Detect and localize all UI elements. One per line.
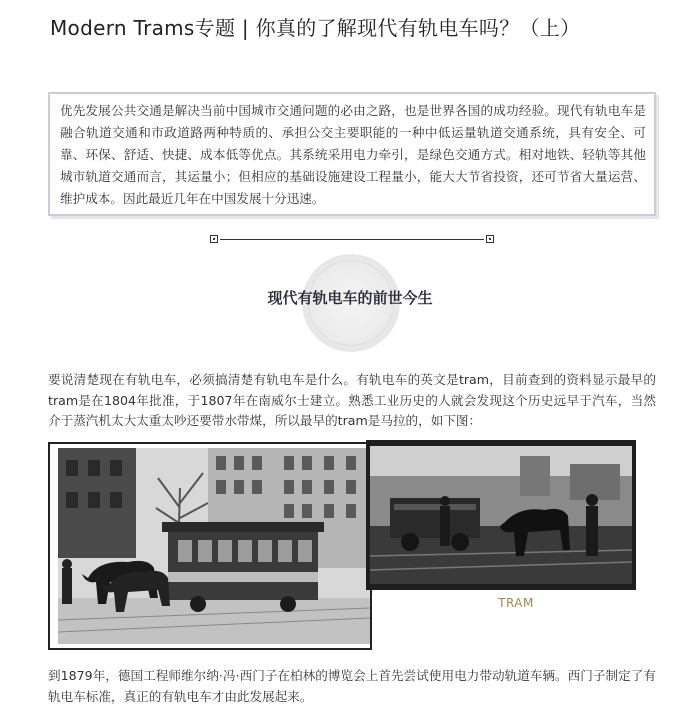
intro-box [48,92,656,216]
paragraph-1: 要说清楚现在有轨电车，必须搞清楚有轨电车是什么。有轨电车的英文是tram，目前查到的资料显示最早的tram是在1804年批准，于1807年在南威尔士建立。熟悉工业历史的人就会发现这个历史远早于汽车，当然介于蒸汽机太大太重太吵还要带水带煤，所以最早的tram是马拉的，如下图： [48,372,656,428]
paragraph-2: 到1879年，德国工程师维尔纳·冯·西门子在柏林的博览会上首先尝试使用电力带动轨道车辆。西门子制定了有轨电车标准，真正的有轨电车才由此发展起来。 [48,668,656,704]
section-divider [210,232,494,248]
divider-end-left-icon [210,235,218,243]
photo-right-caption: TRAM [498,596,534,610]
page-title: Modern Trams专题 | 你真的了解现代有轨电车吗？（上） [50,16,581,40]
horse-drawn-tram-street-photo [58,448,370,644]
section-heading: 现代有轨电车的前世今生 [267,289,433,307]
divider-end-right-icon [486,235,494,243]
divider-line [220,239,484,240]
intro-paragraph: 优先发展公共交通是解决当前中国城市交通问题的必由之路，也是世界各国的成功经验。现代有轨电车是融合轨道交通和市政道路两种特质的、承担公交主要职能的一种中低运量轨道交通系统，具有安全、可靠、环保、舒适、快捷、成本低等优点。其系统采用电力牵引，是绿色交通方式。相对地铁、轻轨等其他城市轨道交通而言，其运量小；但相应的基础设施建设工程量小，能大大节省投资，还可节省大量运营、维护成本。因此最近几年在中国发展十分迅速。 [60,103,646,206]
horse-tram-workers-photo [370,446,632,584]
